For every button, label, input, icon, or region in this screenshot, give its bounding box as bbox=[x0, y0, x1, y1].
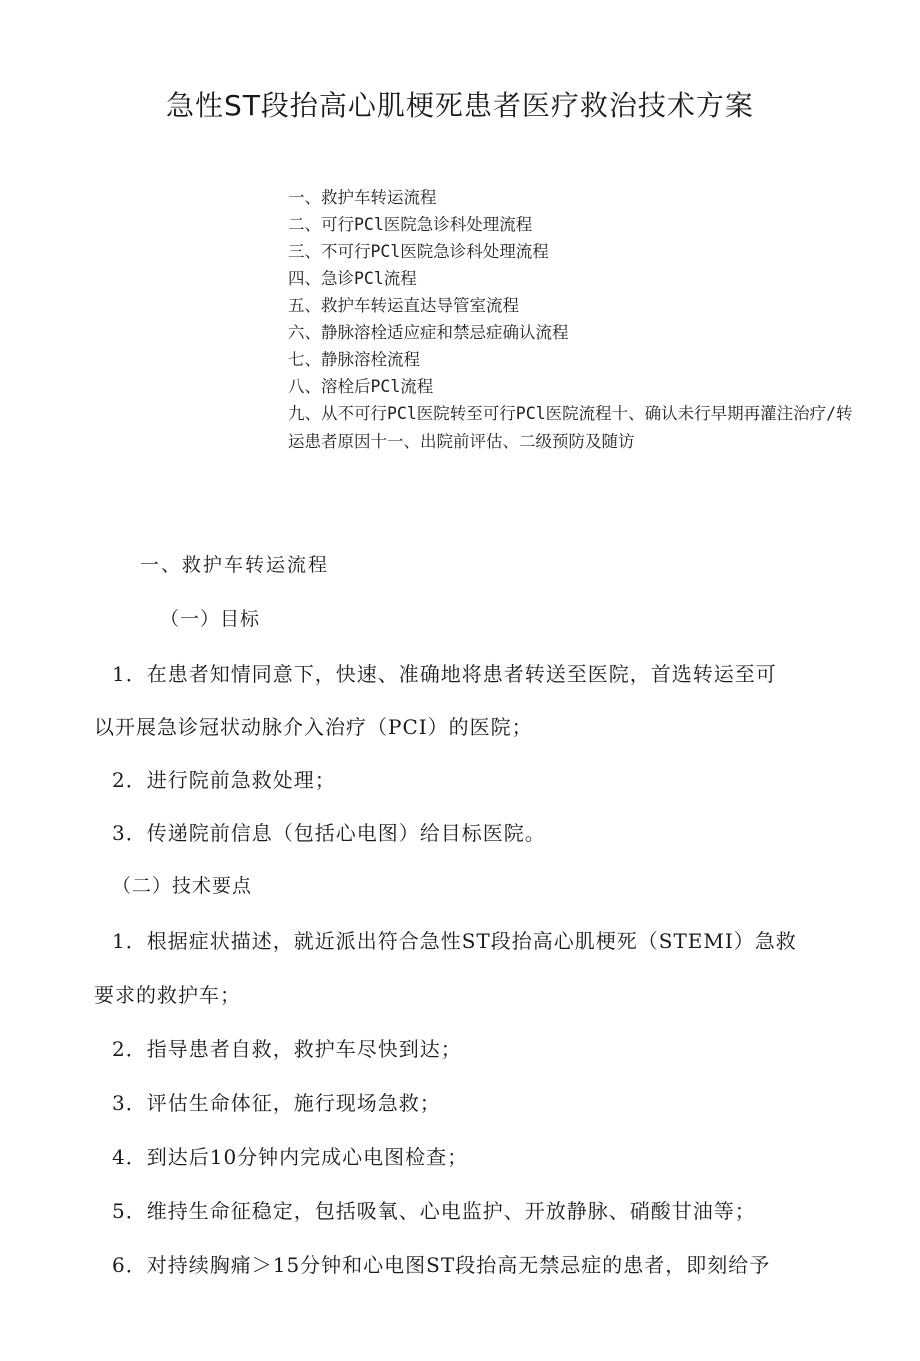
paragraph-line: 要求的救护车； bbox=[94, 983, 241, 1007]
toc-item: 四、急诊PCl流程 bbox=[288, 269, 417, 288]
toc-item: 九、从不可行PCl医院转至可行PCl医院流程十、确认未行早期再灌注治疗/转运患者原因十一、出院前评估、二级预防及随访 bbox=[288, 404, 853, 451]
toc-item: 五、救护车转运直达导管室流程 bbox=[288, 296, 519, 315]
paragraph-line: 2．进行院前急救处理； bbox=[112, 768, 336, 792]
paragraph-line: 6．对持续胸痛＞15分钟和心电图ST段抬高无禁忌症的患者，即刻给予 bbox=[112, 1253, 771, 1277]
document-title: 急性ST段抬高心肌梗死患者医疗救治技术方案 bbox=[166, 89, 754, 122]
toc-item: 二、可行PCl医院急诊科处理流程 bbox=[288, 215, 533, 234]
paragraph-line: 4．到达后10分钟内完成心电图检查； bbox=[112, 1145, 469, 1169]
section-heading: 一、救护车转运流程 bbox=[140, 554, 330, 576]
subsection-heading-tech: （二）技术要点 bbox=[112, 875, 253, 897]
paragraph-line: 2．指导患者自救，救护车尽快到达； bbox=[112, 1037, 462, 1061]
paragraph-line: 5．维持生命征稳定，包括吸氧、心电监护、开放静脉、硝酸甘油等； bbox=[112, 1199, 756, 1223]
paragraph-line: 3．评估生命体征，施行现场急救； bbox=[112, 1091, 441, 1115]
paragraph-line: 1．在患者知情同意下，快速、准确地将患者转送至医院，首选转运至可 bbox=[112, 662, 777, 686]
toc-item: 三、不可行PCl医院急诊科处理流程 bbox=[288, 242, 549, 261]
paragraph-line: 1．根据症状描述，就近派出符合急性ST段抬高心肌梗死（STEMI）急救 bbox=[112, 929, 797, 953]
toc-item: 六、静脉溶栓适应症和禁忌症确认流程 bbox=[288, 323, 569, 342]
toc-item: 八、溶栓后PCl流程 bbox=[288, 377, 434, 396]
paragraph-line: 以开展急诊冠状动脉介入治疗（PCI）的医院； bbox=[94, 715, 533, 739]
table-of-contents bbox=[288, 184, 853, 456]
subsection-heading-goal: （一）目标 bbox=[160, 608, 261, 630]
toc-item: 一、救护车转运流程 bbox=[288, 188, 437, 207]
toc-item: 七、静脉溶栓流程 bbox=[288, 350, 420, 369]
paragraph-line: 3．传递院前信息（包括心电图）给目标医院。 bbox=[112, 821, 546, 845]
